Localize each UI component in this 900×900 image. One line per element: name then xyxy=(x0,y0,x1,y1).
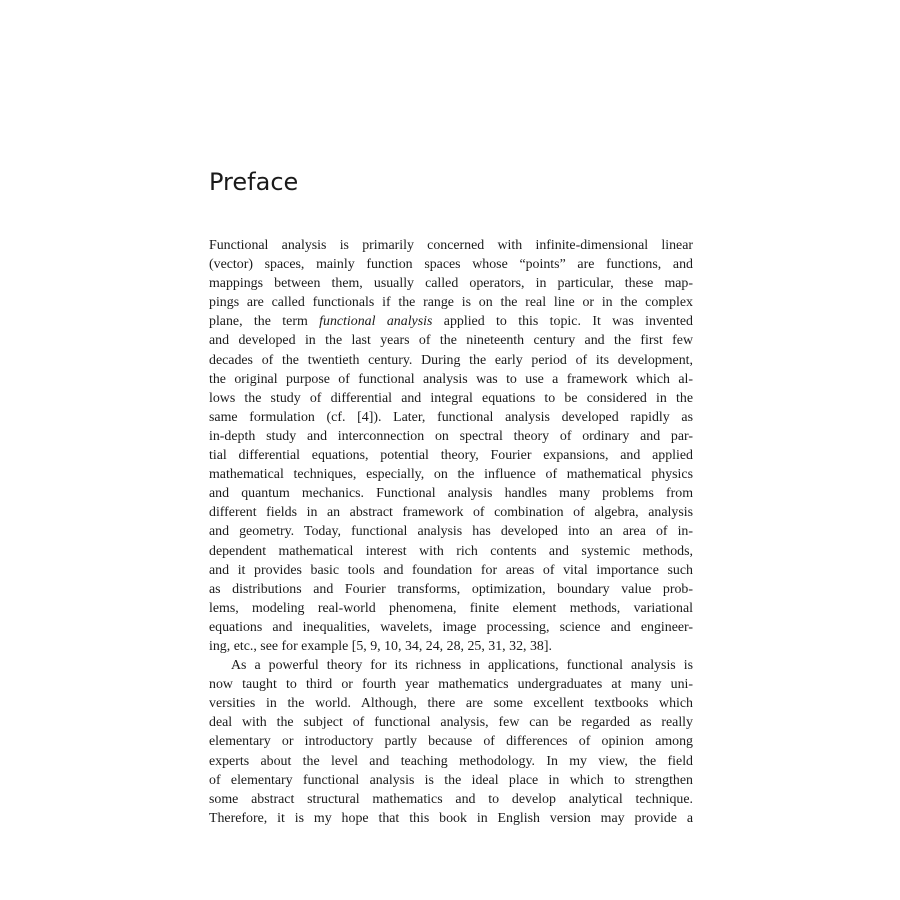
text-line: and geometry. Today, functional analysis has developed into an area of in- xyxy=(209,524,693,540)
text-line: decades of the twentieth century. During the early period of its development, xyxy=(209,352,693,368)
text-line: now taught to third or fourth year mathematics undergraduates at many uni- xyxy=(209,677,693,693)
text-line: Functional analysis is primarily concerned with infinite-dimensional linear xyxy=(209,238,693,253)
preface-body xyxy=(209,236,693,828)
text-line: tial differential equations, potential theory, Fourier expansions, and applied xyxy=(209,448,693,464)
text-run: applied to this topic. It was invented xyxy=(432,314,693,330)
text-line: the original purpose of functional analysis was to use a framework which al- xyxy=(209,371,693,387)
text-line: deal with the subject of functional analysis, few can be regarded as really xyxy=(209,715,693,731)
text-line: lows the study of differential and integral equations to be considered in the xyxy=(209,390,693,406)
text-line: in-depth study and interconnection on spectral theory of ordinary and par- xyxy=(209,428,693,444)
text-line: elementary or introductory partly because of differences of opinion among xyxy=(209,734,693,750)
text-line: experts about the level and teaching methodology. In my view, the field xyxy=(209,753,693,769)
text-line: of elementary functional analysis is the ideal place in which to strengthen xyxy=(209,772,693,788)
text-line: different fields in an abstract framework of combination of algebra, analysis xyxy=(209,505,693,521)
paragraph-1 xyxy=(209,236,693,656)
text-line: As a powerful theory for its richness in applications, functional analysis is xyxy=(231,658,693,674)
text-line: lems, modeling real-world phenomena, finite element methods, variational xyxy=(209,600,693,616)
text-line: mappings between them, usually called operators, in particular, these map- xyxy=(209,276,693,292)
text-line: same formulation (cf. [4]). Later, functional analysis developed rapidly as xyxy=(209,409,693,425)
text-line: Therefore, it is my hope that this book in English version may provide a xyxy=(209,810,693,826)
text-line xyxy=(209,312,693,331)
chapter-heading: Preface xyxy=(209,168,299,196)
text-line: mathematical techniques, especially, on the influence of mathematical physics xyxy=(209,467,693,483)
text-line: some abstract structural mathematics and to develop analytical technique. xyxy=(209,791,693,807)
text-line: pings are called functionals if the range is on the real line or in the complex xyxy=(209,295,693,311)
text-line: equations and inequalities, wavelets, image processing, science and engineer- xyxy=(209,619,693,635)
paragraph-2 xyxy=(209,656,693,828)
emphasized-term: functional analysis xyxy=(319,314,433,330)
text-line: (vector) spaces, mainly function spaces whose “points” are functions, and xyxy=(209,257,693,273)
text-line: ing, etc., see for example [5, 9, 10, 34, 24, 28, 25, 31, 32, 38]. xyxy=(209,638,552,654)
text-line: and developed in the last years of the nineteenth century and the first few xyxy=(209,333,693,349)
text-line: versities in the world. Although, there are some excellent textbooks which xyxy=(209,696,693,712)
text-line: dependent mathematical interest with rich contents and systemic methods, xyxy=(209,543,693,559)
text-run: plane, the term xyxy=(209,314,320,330)
text-line: as distributions and Fourier transforms, optimization, boundary value prob- xyxy=(209,581,693,597)
text-line: and quantum mechanics. Functional analysis handles many problems from xyxy=(209,486,693,502)
text-line: and it provides basic tools and foundation for areas of vital importance such xyxy=(209,562,693,578)
